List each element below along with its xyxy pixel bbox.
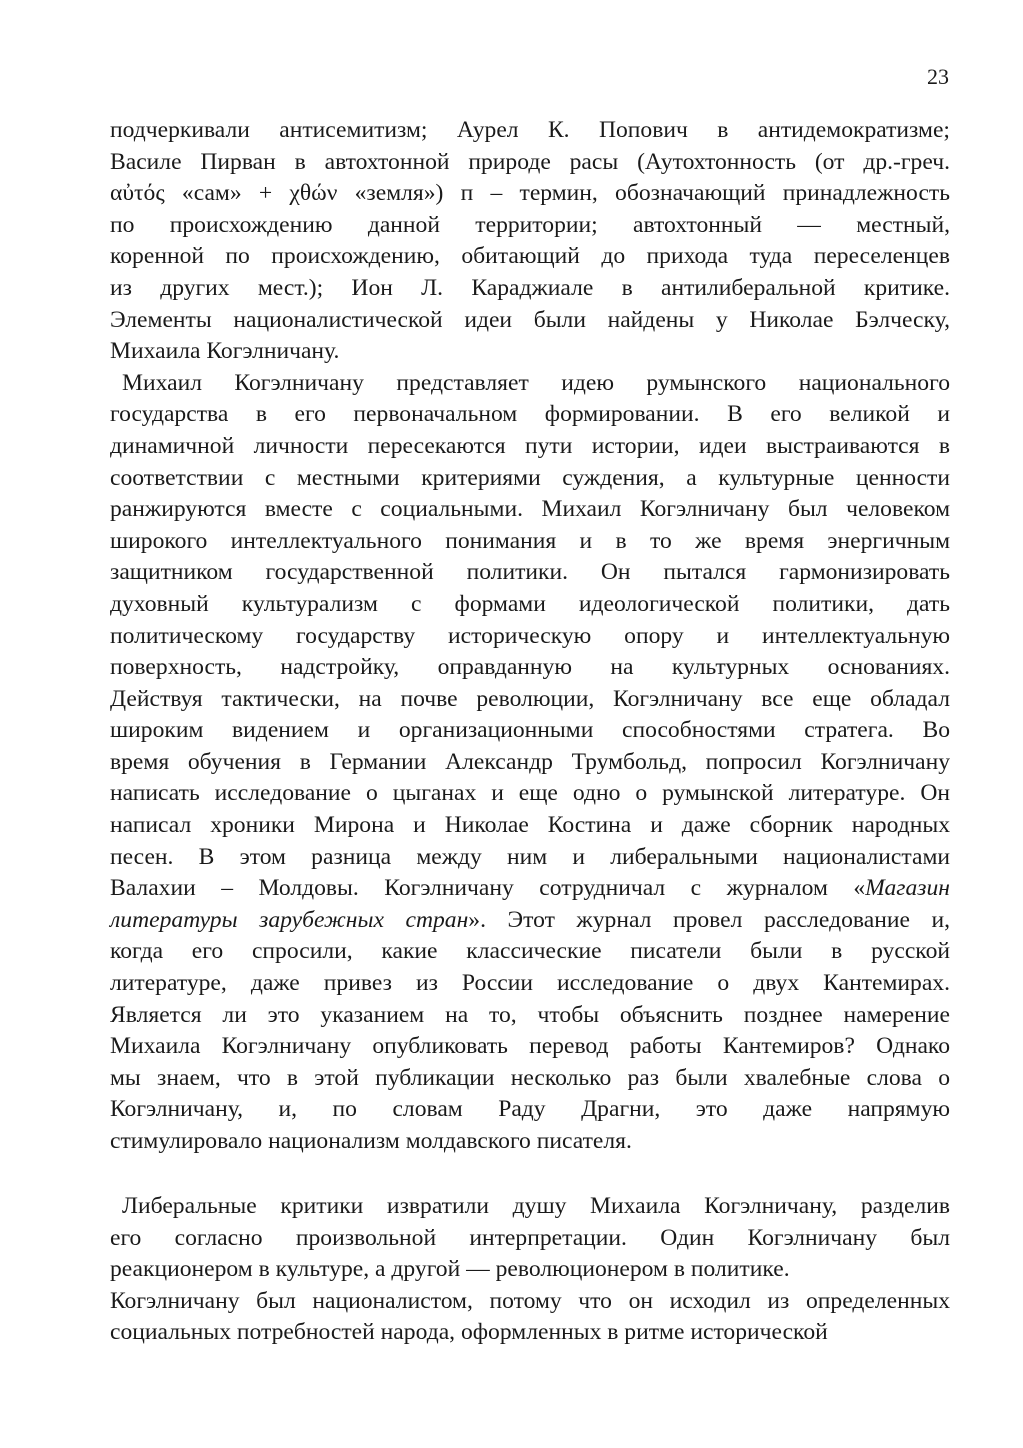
body-text-block bbox=[110, 115, 950, 1158]
text-line: государства в его первоначальном формировании. В его великой и bbox=[110, 401, 950, 428]
text-line: динамичной личности пересекаются пути истории, идеи выстраиваются в bbox=[110, 432, 950, 459]
text-line: стимулировало национализм молдавского писателя. bbox=[110, 1128, 632, 1154]
text-segment: ». Этот журнал провел расследование и, bbox=[468, 906, 950, 933]
text-line: коренной по происхождению, обитающий до прихода туда переселенцев bbox=[110, 243, 950, 270]
text-line: Действуя тактически, на почве революции, Когэлничану все еще обладал bbox=[110, 685, 950, 712]
text-line-with-italic bbox=[110, 905, 950, 937]
text-segment: Валахии – Молдовы. Когэлничану сотрудничал с журналом « bbox=[110, 875, 866, 902]
text-line: Является ли это указанием на то, чтобы объяснить позднее намерение bbox=[110, 1001, 950, 1028]
text-line: Михаила Когэлничану опубликовать перевод работы Кантемиров? Однако bbox=[110, 1033, 950, 1060]
text-line: Когэлничану, и, по словам Раду Драгни, это даже напрямую bbox=[110, 1096, 950, 1123]
text-line: литературе, даже привез из России исследование о двух Кантемирах. bbox=[110, 970, 950, 997]
text-line: Василе Пирван в автохтонной природе расы (Аутохтонность (от др.-греч. bbox=[110, 148, 950, 175]
text-line: Михаила Когэлничану. bbox=[110, 338, 340, 365]
text-line: Либеральные критики извратили душу Михаила Когэлничану, разделив bbox=[122, 1193, 950, 1219]
text-line: Михаил Когэлничану представляет идею румынского национального bbox=[122, 369, 950, 396]
magazine-title-italic: литературы зарубежных стран bbox=[110, 906, 469, 933]
text-line-with-italic bbox=[110, 873, 950, 905]
text-line: политическому государству историческую опору и интеллектуальную bbox=[110, 622, 950, 649]
magazine-title-italic: Магазин bbox=[865, 875, 950, 902]
body-text-block bbox=[110, 1191, 950, 1349]
text-line: подчеркивали антисемитизм; Аурел К. Попович в антидемократизме; bbox=[110, 117, 950, 143]
text-line: написать исследование о цыганах и еще одно о румынской литературе. Он bbox=[110, 780, 950, 807]
text-line: ранжируются вместе с социальными. Михаил Когэлничану был человеком bbox=[110, 496, 950, 523]
text-line: αὐτός «сам» + χθών «земля») п – термин, обозначающий принадлежность bbox=[110, 180, 950, 207]
page-number: 23 bbox=[927, 64, 949, 89]
text-line: духовный культурализм с формами идеологической политики, дать bbox=[110, 590, 950, 617]
text-line: песен. В этом разница между ним и либеральными националистами bbox=[110, 843, 950, 870]
text-line: защитником государственной политики. Он пытался гармонизировать bbox=[110, 559, 950, 586]
text-line: время обучения в Германии Александр Трумбольд, попросил Когэлничану bbox=[110, 748, 950, 775]
text-line: написал хроники Мирона и Николае Костина и даже сборник народных bbox=[110, 812, 950, 839]
text-line: Когэлничану был националистом, потому что он исходил из определенных bbox=[110, 1287, 950, 1314]
text-line: по происхождению данной территории; автохтонный — местный, bbox=[110, 211, 950, 238]
text-line: когда его спросили, какие классические писатели были в русской bbox=[110, 938, 950, 965]
text-line: реакционером в культуре, а другой — революционером в политике. bbox=[110, 1256, 790, 1283]
text-line: мы знаем, что в этой публикации несколько раз были хвалебные слова о bbox=[110, 1064, 950, 1091]
text-line: широким видением и организационными способностями стратега. Во bbox=[110, 717, 950, 744]
text-line: Элементы националистической идеи были найдены у Николае Бэлческу, bbox=[110, 306, 950, 333]
text-line: социальных потребностей народа, оформленных в ритме исторической bbox=[110, 1319, 828, 1346]
text-line: широкого интеллектуального понимания и в то же время энергичным bbox=[110, 527, 950, 554]
text-line: соответствии с местными критериями суждения, а культурные ценности bbox=[110, 464, 950, 491]
text-line: поверхность, надстройку, оправданную на культурных основаниях. bbox=[110, 654, 950, 681]
text-line: его согласно произвольной интерпретации. Один Когэлничану был bbox=[110, 1224, 950, 1251]
text-line: из других мест.); Ион Л. Караджиале в антилиберальной критике. bbox=[110, 274, 950, 301]
